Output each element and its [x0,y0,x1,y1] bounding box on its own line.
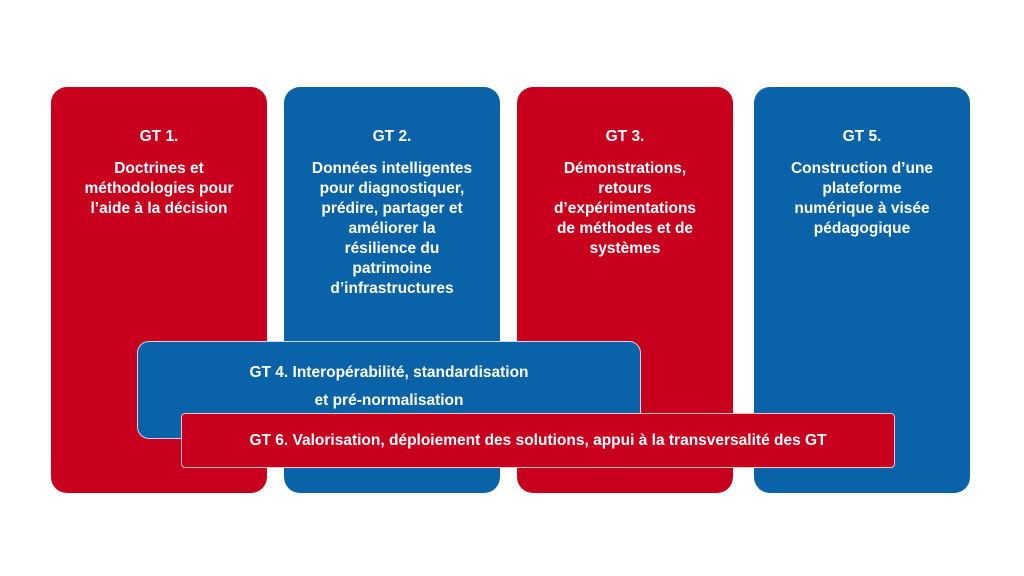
gt3-title: Démonstrations, retours d’expérimentations de méthodes et de systèmes [553,160,697,257]
gt5-title: Construction d’une plateforme numérique à visée pédagogique [790,160,934,237]
gt6-label: GT 6. Valorisation, déploiement des solutions, appui à la transversalité des GT [249,432,827,449]
gt4-label-line1: GT 4. Interopérabilité, standardisation [249,364,529,381]
gt2-title: Données intelligentes pour diagnostiquer, prédire, partager et améliorer la résilience du patrimoine d’infrastructures [311,160,473,297]
gt4-label-line2: et pré-normalisation [314,392,464,409]
gt2-code: GT 2. [372,128,412,145]
working-group-gt6-band [181,413,895,468]
gt3-code: GT 3. [605,128,645,145]
gt5-code: GT 5. [842,128,882,145]
gt1-title: Doctrines et méthodologies pour l’aide à la décision [84,160,234,217]
gt1-code: GT 1. [139,128,179,145]
